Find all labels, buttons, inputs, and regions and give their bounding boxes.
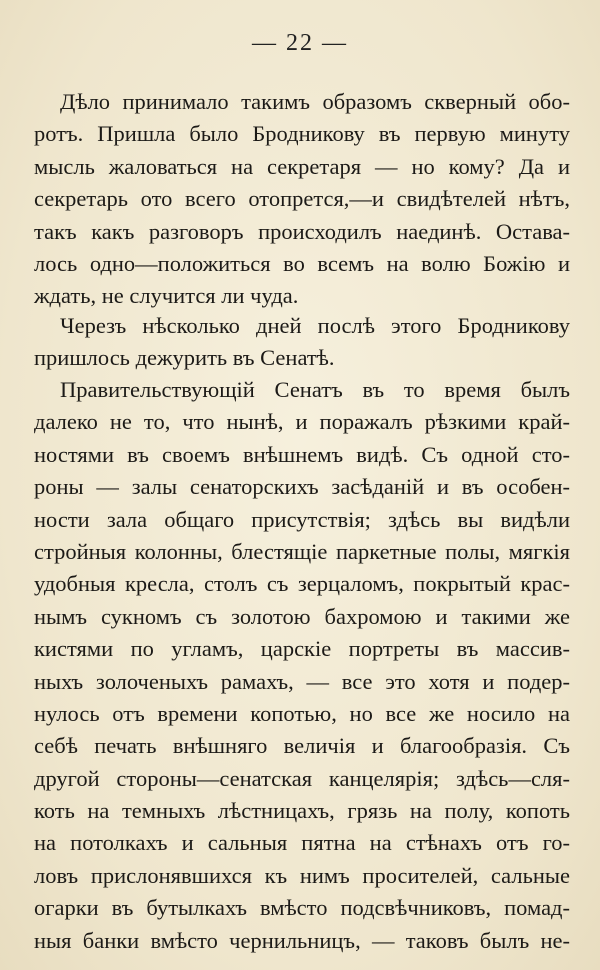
text-line: кистями по угламъ, царскіе портреты въ массив- — [34, 636, 570, 662]
text-line: ности зала общаго присутствія; здѣсь вы видѣли — [34, 506, 570, 532]
text-line: нымъ сукномъ съ золотою бахромою и такими же — [34, 603, 570, 629]
text-line: лось одно—положиться во всемъ на волю Божію и — [34, 250, 570, 276]
text-line: ностями въ своемъ внѣшнемъ видѣ. Съ одной сто- — [34, 441, 570, 467]
text-line: себѣ печать внѣшняго величія и благообразія. Съ — [34, 733, 570, 759]
paragraph-3 — [34, 374, 570, 957]
paragraph-1 — [34, 86, 570, 313]
paragraph-2 — [34, 310, 570, 375]
text-line: секретарь ото всего отопрется,—и свидѣтелей нѣтъ, — [34, 186, 570, 212]
text-line: Дѣло принимало такимъ образомъ скверный обо- — [60, 89, 570, 114]
text-line: огарки въ бутылкахъ вмѣсто подсвѣчниковъ, помад- — [34, 895, 570, 921]
text-line: стройныя колонны, блестящіе паркетные полы, мягкія — [34, 538, 570, 564]
text-line: пришлось дежурить въ Сенатѣ. — [34, 345, 335, 371]
text-line: нулось отъ времени копотью, но все же носило на — [34, 700, 570, 726]
text-line: коть на темныхъ лѣстницахъ, грязь на полу, копоть — [34, 798, 570, 824]
text-line: ротъ. Пришла было Бродникову въ первую минуту — [34, 121, 570, 147]
text-line: удобныя кресла, столъ съ зерцаломъ, покрытый крас- — [34, 571, 570, 597]
text-line: мысль жаловаться на секретаря — но кому? Да и — [34, 153, 570, 179]
text-line: другой стороны—сенатская канцелярія; здѣсь—сля- — [34, 765, 570, 791]
text-line: Правительствующій Сенатъ въ то время былъ — [60, 377, 570, 402]
page-number: — 22 — — [252, 30, 348, 56]
text-line: на потолкахъ и сальныя пятна на стѣнахъ отъ го- — [34, 830, 570, 856]
text-line: Черезъ нѣсколько дней послѣ этого Бродникову — [60, 313, 570, 338]
text-line: такъ какъ разговоръ происходилъ наединѣ. Остава- — [34, 218, 570, 244]
text-line: ныхъ золоченыхъ рамахъ, — все это хотя и подер- — [34, 668, 570, 694]
text-line: ныя банки вмѣсто чернильницъ, — таковъ былъ не- — [34, 927, 570, 953]
text-line: ждать, не случится ли чуда. — [34, 283, 299, 309]
text-line: ловъ прислонявшихся къ нимъ просителей, сальные — [34, 862, 570, 888]
text-line: далеко не то, что нынѣ, и поражалъ рѣзкими край- — [34, 409, 570, 435]
text-line: роны — залы сенаторскихъ засѣданій и въ особен- — [34, 474, 570, 500]
